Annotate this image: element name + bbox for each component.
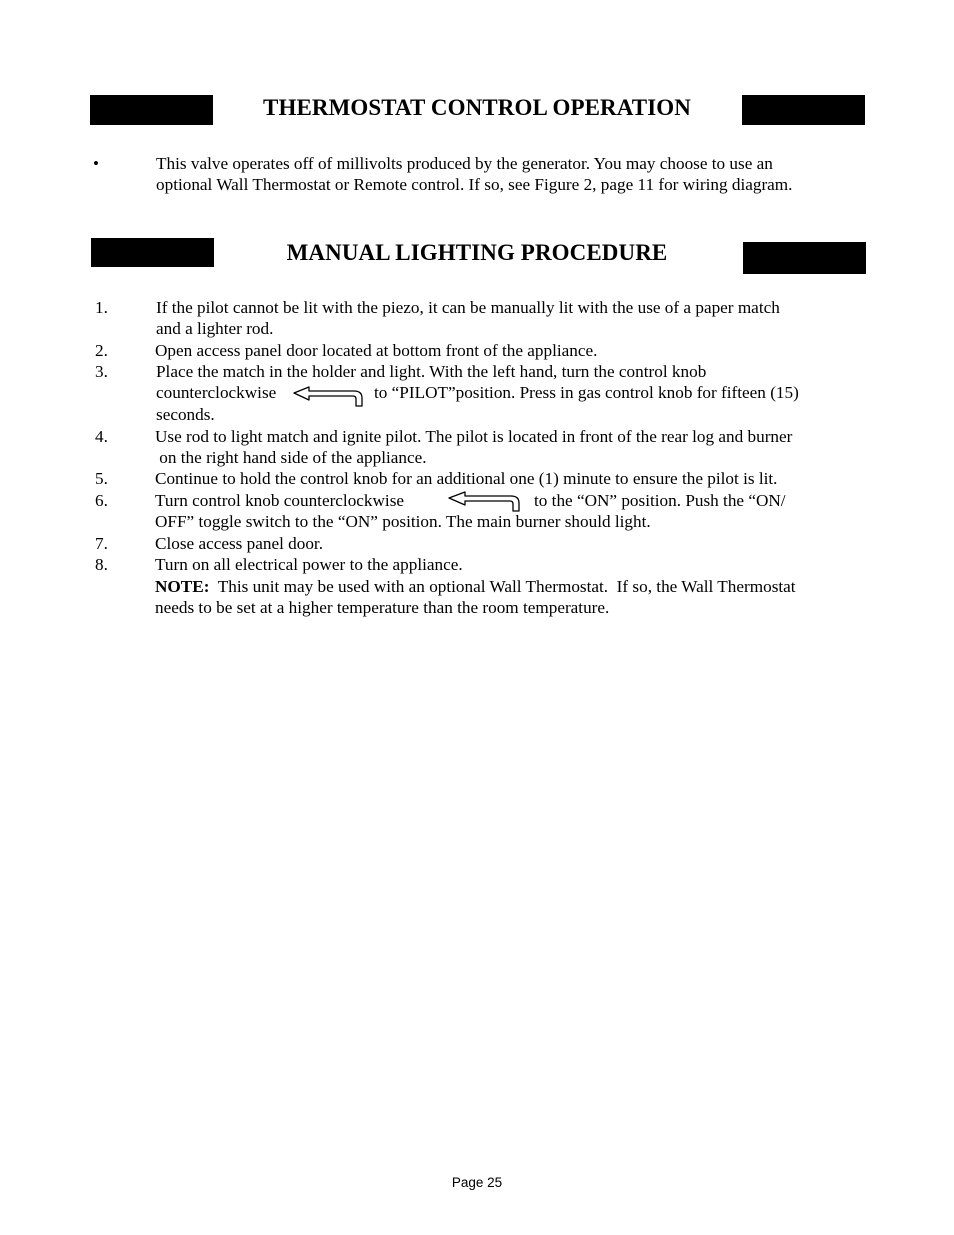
note-line: needs to be set at a higher temperature than the room temperature. <box>155 598 610 617</box>
step-text: to “PILOT”position. Press in gas control knob for fifteen (15) <box>374 383 799 402</box>
step-text: seconds. <box>156 405 215 424</box>
step-number: 5. <box>95 469 108 488</box>
step-number: 3. <box>95 362 108 381</box>
step-text: counterclockwise <box>156 383 277 402</box>
page-number: Page 25 <box>451 1175 503 1190</box>
step-text: Use rod to light match and ignite pilot. The pilot is located in front of the rear log and burner <box>155 427 793 446</box>
step-text: OFF” toggle switch to the “ON” position. The main burner should light. <box>155 512 651 531</box>
step-text: Close access panel door. <box>155 534 324 553</box>
step-text: Open access panel door located at bottom front of the appliance. <box>155 341 598 360</box>
step-text: Turn control knob counterclockwise <box>155 491 405 510</box>
step-text: on the right hand side of the appliance. <box>155 448 427 467</box>
step-number: 6. <box>95 491 108 510</box>
step-number: 1. <box>95 298 108 317</box>
step-number: 4. <box>95 427 108 446</box>
paragraph-line: This valve operates off of millivolts produced by the generator. You may choose to use an <box>156 154 773 173</box>
step-text: Turn on all electrical power to the appliance. <box>155 555 463 574</box>
counterclockwise-arrow-icon <box>292 386 364 408</box>
step-number: 8. <box>95 555 108 574</box>
section-title-manual-lighting: MANUAL LIGHTING PROCEDURE <box>286 240 668 265</box>
step-text: and a lighter rod. <box>156 319 274 338</box>
step-text: If the pilot cannot be lit with the piezo, it can be manually lit with the use of a paper match <box>156 298 780 317</box>
section-title-thermostat: THERMOSTAT CONTROL OPERATION <box>263 95 691 120</box>
bullet: • <box>93 154 99 173</box>
step-number: 7. <box>95 534 108 553</box>
note-line <box>155 576 796 598</box>
step-text: to the “ON” position. Push the “ON/ <box>534 491 786 510</box>
step-text: Continue to hold the control knob for an additional one (1) minute to ensure the pilot is lit. <box>155 469 778 488</box>
counterclockwise-arrow-icon <box>447 491 521 513</box>
paragraph-line: optional Wall Thermostat or Remote control. If so, see Figure 2, page 11 for wiring diagram. <box>156 175 793 194</box>
note-label: NOTE: <box>155 577 210 596</box>
note-text: This unit may be used with an optional Wall Thermostat. If so, the Wall Thermostat <box>209 577 796 596</box>
step-text: Place the match in the holder and light. With the left hand, turn the control knob <box>156 362 707 381</box>
step-number: 2. <box>95 341 108 360</box>
